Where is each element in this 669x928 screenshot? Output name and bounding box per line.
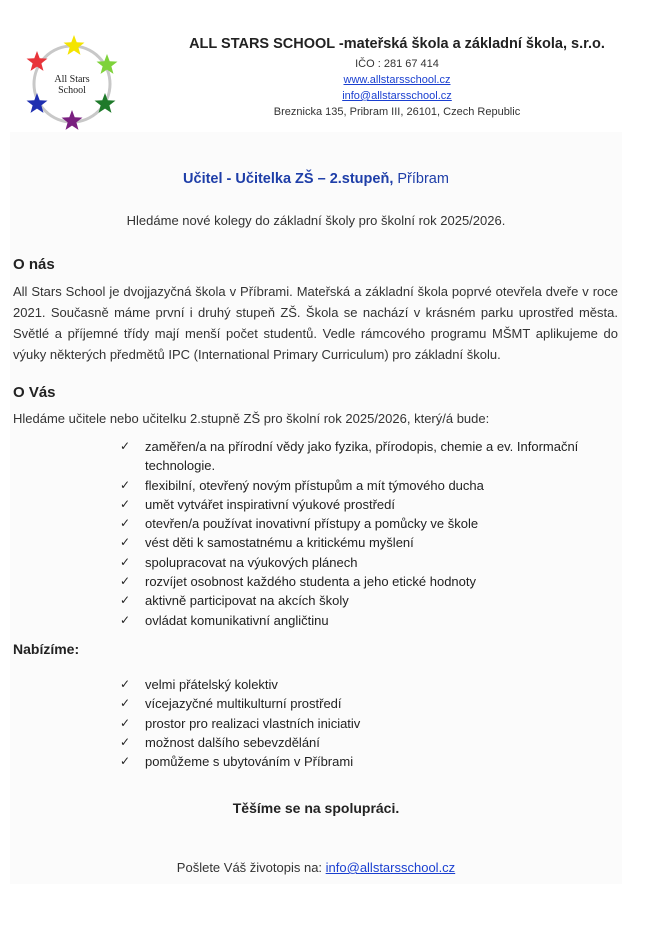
list-item-text: pomůžeme s ubytováním v Příbrami: [145, 754, 354, 770]
cv-instruction: [10, 860, 622, 875]
check-icon: ✓: [120, 477, 131, 492]
list-item: [118, 553, 608, 572]
email-link[interactable]: info@allstarsschool.cz: [342, 90, 452, 102]
list-item: [118, 733, 608, 752]
job-title: [10, 171, 622, 187]
intro-text: Hledáme nové kolegy do základní školy pro školní rok 2025/2026.: [126, 213, 506, 228]
check-icon: ✓: [120, 439, 131, 453]
list-item-text: vícejazyčné multikulturní prostředí: [145, 696, 342, 712]
list-item: [118, 591, 608, 610]
address: Breznicka 135, Pribram III, 26101, Czech Republic: [273, 106, 521, 118]
list-item: [118, 476, 608, 495]
requirements-list: [118, 437, 608, 630]
about-text: All Stars School je dvojjazyčná škola v Příbrami. Mateřská a základní škola poprvé otevřela dveře v roce 2021. Současně máme první i druhý stupeň ZŠ. Škola se nachází v krásném parku uprostřed města. Světlé a příjemné třídy mají menší počet studentů. Vedle rámcového programu MŠMT aplikujeme do výuky některých předmětů IPC (International Primary Curriculum) pro základní školu.: [13, 284, 618, 362]
list-item-text: velmi přátelský kolektiv: [145, 677, 278, 692]
logo-text-line2: School: [58, 85, 86, 96]
list-item: [118, 611, 608, 630]
list-item-text: umět vytvářet inspirativní výukové prostředí: [145, 496, 395, 512]
list-item-text: aktivně participovat na akcích školy: [145, 593, 349, 609]
list-item-text: vést děti k samostatnému a kritickému myšlení: [145, 535, 414, 551]
list-item: [118, 572, 608, 591]
list-item-text: ovládat komunikativní angličtinu: [145, 612, 329, 628]
check-icon: ✓: [120, 677, 131, 691]
check-icon: ✓: [120, 593, 131, 608]
list-item-text: rozvíjet osobnost každého studenta a jeho etické hodnoty: [145, 574, 476, 590]
check-icon: ✓: [120, 612, 131, 627]
list-item: [118, 752, 608, 771]
purple-star-icon: [62, 110, 83, 130]
check-icon: ✓: [120, 696, 131, 711]
you-lead: Hledáme učitele nebo učitelku 2.stupně ZŠ pro školní rok 2025/2026, který/á bude:: [13, 411, 490, 426]
list-item-text: prostor pro realizaci vlastních iniciativ: [145, 715, 361, 731]
list-item: [118, 694, 608, 713]
letterhead: [150, 36, 620, 120]
list-item-text: flexibilní, otevřený novým přístupům a mít týmového ducha: [145, 477, 484, 493]
list-item: [118, 675, 608, 694]
school-logo: [22, 32, 122, 134]
list-item-text: spolupracovat na výukových plánech: [145, 554, 358, 570]
website-link[interactable]: www.allstarsschool.cz: [343, 74, 451, 86]
you-heading: O Vás: [13, 384, 56, 401]
check-icon: ✓: [120, 715, 131, 730]
list-item: [118, 437, 608, 476]
cv-label: Pošlete Váš životopis na:: [176, 860, 326, 875]
company-id: IČO : 281 67 414: [355, 58, 439, 70]
dark-green-star-icon: [95, 93, 116, 113]
offer-heading: Nabízíme:: [13, 641, 80, 657]
logo-text-line1: All Stars: [54, 74, 90, 85]
list-item-text: zaměřen/a na přírodní vědy jako fyzika, přírodopis, chemie a ev. Informační technologie.: [145, 439, 579, 474]
list-item: [118, 514, 608, 533]
closing-text: Těšíme se na spolupráci.: [232, 800, 400, 816]
yellow-star-icon: [64, 35, 85, 55]
list-item-text: otevřen/a používat inovativní přístupy a pomůcky ve škole: [145, 516, 479, 532]
list-item-text: možnost dalšího sebevzdělání: [145, 734, 320, 750]
check-icon: ✓: [120, 535, 131, 550]
list-item: [118, 495, 608, 514]
check-icon: ✓: [120, 496, 131, 511]
check-icon: ✓: [120, 516, 131, 531]
list-item: [118, 533, 608, 552]
check-icon: ✓: [120, 574, 131, 589]
job-title-city: Příbram: [393, 171, 449, 187]
about-heading: O nás: [13, 256, 55, 273]
list-item: [118, 714, 608, 733]
check-icon: ✓: [120, 554, 131, 569]
cv-email-link[interactable]: info@allstarsschool.cz: [325, 860, 456, 875]
check-icon: ✓: [120, 734, 131, 749]
check-icon: ✓: [120, 754, 131, 769]
school-name: ALL STARS SCHOOL -mateřská škola a základní škola, s.r.o.: [189, 36, 605, 52]
job-title-position: Učitel - Učitelka ZŠ – 2.stupeň,: [183, 171, 394, 187]
benefits-list: [118, 675, 608, 771]
